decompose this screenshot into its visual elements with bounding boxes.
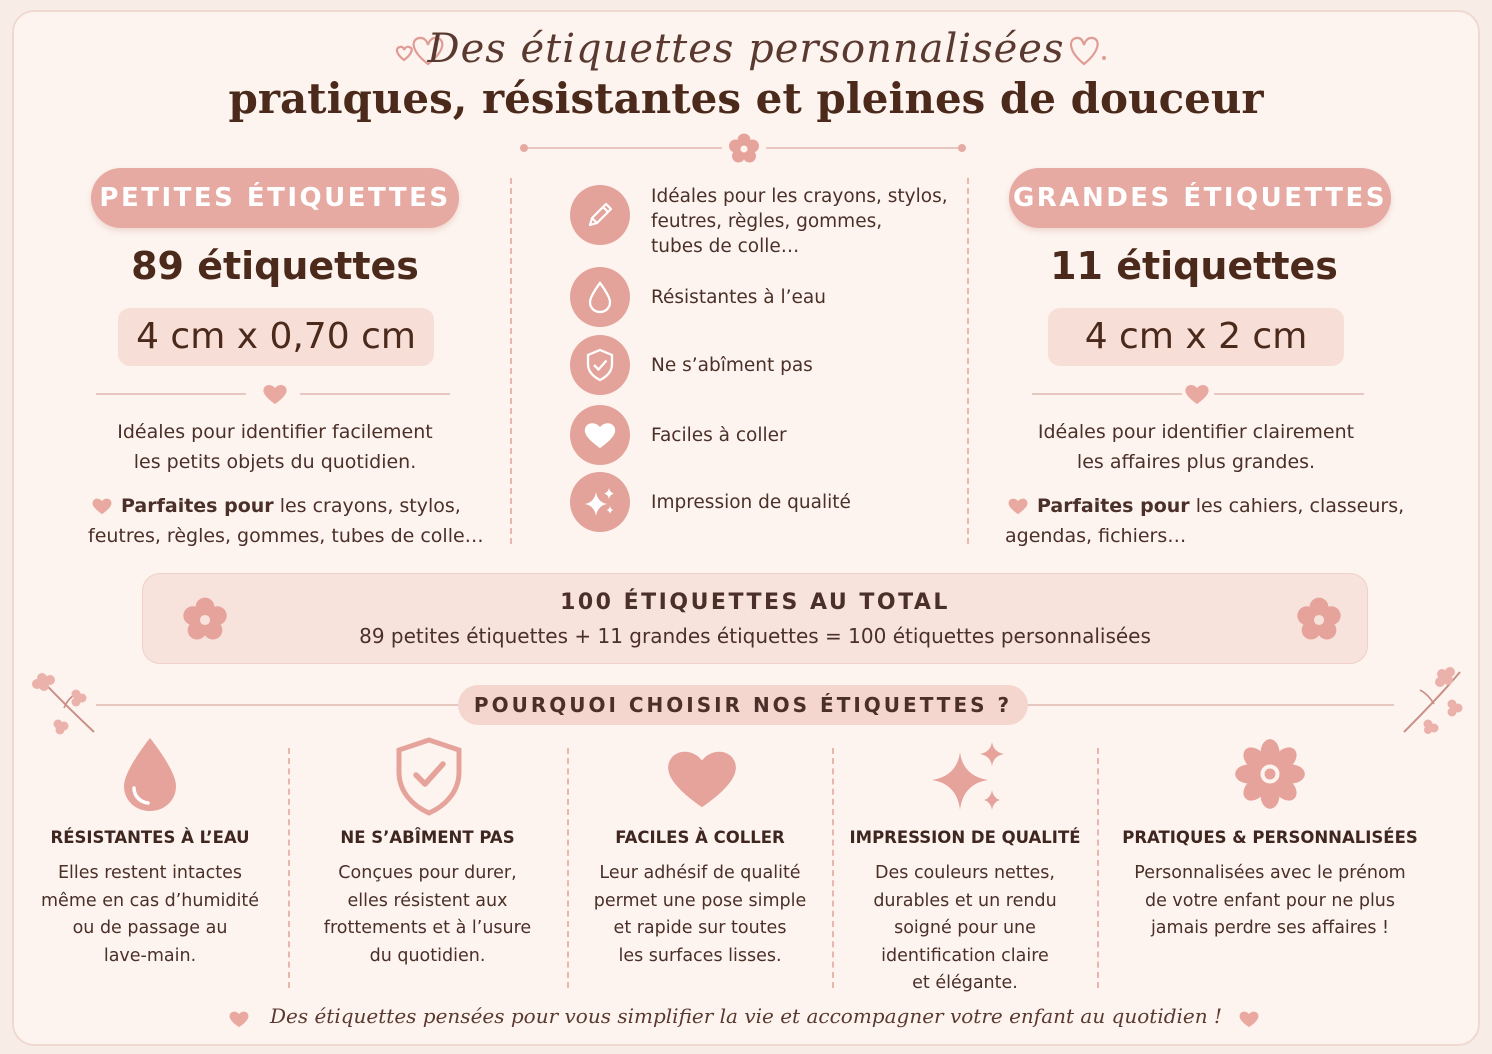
text-line: les surfaces lisses. [618,945,782,966]
text-line: Leur adhésif de qualité [599,863,801,883]
large-desc-line-2: les affaires plus grandes. [1076,451,1316,473]
text-line: même en cas d’humidité [41,890,259,911]
why-col-1-text [30,860,270,970]
large-desc-line-1: Idéales pour identifier clairement [1037,421,1355,443]
heart-bullet-icon [1007,497,1029,515]
heart-icon [664,744,740,812]
why-col-divider-4 [1097,748,1099,988]
small-labels-pill: PETITES ÉTIQUETTES [91,168,459,228]
right-divider-b [1214,393,1364,395]
why-divider-left [96,704,458,706]
large-perfect-rest: les cahiers, classeurs, [1189,495,1405,517]
total-subtitle: 89 petites étiquettes + 11 grandes étiquettes = 100 étiquettes personnalisées [359,624,1151,648]
flower-icon [1232,736,1308,812]
text-line: identification claire [881,945,1049,966]
why-divider-right [1028,704,1394,706]
left-divider-b [300,393,450,395]
flower-icon [726,131,762,167]
large-labels-description [976,417,1416,477]
feature-pencil-icon [570,185,630,245]
small-perfect-bold: Parfaites pour [121,495,274,517]
small-perfect-line-2: feutres, règles, gommes, tubes de colle… [88,525,484,547]
text-line: Des couleurs nettes, [875,863,1055,883]
right-vertical-divider [967,178,969,544]
feature-1-line-1: Idéales pour les crayons, stylos, [651,186,948,207]
feature-text-4: Faciles à coller [651,425,787,446]
total-title: 100 ÉTIQUETTES AU TOTAL [560,590,950,615]
feature-text-1 [651,184,951,259]
feature-text-3: Ne s’abîment pas [651,355,813,376]
text-line: et rapide sur toutes [613,918,787,938]
header-divider-left [522,147,722,149]
feature-1-line-2: feutres, règles, gommes, [651,211,883,232]
text-line: de votre enfant pour ne plus [1144,890,1396,911]
text-line: jamais perdre ses affaires ! [1150,918,1390,938]
small-desc-line-1: Idéales pour identifier facilement [117,421,433,443]
why-col-divider-1 [288,748,290,988]
heart-icon [583,420,617,450]
why-col-5-text [1110,860,1430,943]
feature-shield-icon [570,335,630,395]
text-line: du quotidien. [369,945,486,966]
feature-heart-icon [570,405,630,465]
why-col-1-title: RÉSISTANTES À L’EAU [50,828,250,847]
why-col-divider-2 [567,748,569,988]
water-drop-icon [118,734,182,814]
shield-check-icon [393,736,465,816]
large-labels-pill: GRANDES ÉTIQUETTES [1009,168,1391,228]
why-col-5-title: PRATIQUES & PERSONNALISÉES [1122,828,1418,847]
small-desc-line-2: les petits objets du quotidien. [133,451,417,473]
large-labels-count: 11 étiquettes [1050,244,1338,288]
header-main-title: pratiques, résistantes et pleines de douceur [228,74,1264,123]
blossom-branch-right-icon [1398,664,1470,736]
blossom-branch-left-icon [28,668,100,736]
divider-dot-right [956,142,968,154]
left-vertical-divider [510,178,512,544]
text-line: ou de passage au [72,918,228,938]
text-line: lave-main. [103,945,197,966]
feature-text-5: Impression de qualité [651,492,851,513]
sparkle-icon [582,484,618,520]
heart-icon [1184,383,1210,405]
text-line: Personnalisées avec le prénom [1134,863,1406,883]
feature-text-2: Résistantes à l’eau [651,287,826,308]
divider-dot-left [518,142,530,154]
large-perfect-line-2: agendas, fichiers… [1005,525,1187,547]
small-labels-count: 89 étiquettes [131,244,419,288]
text-line: Conçues pour durer, [338,863,517,883]
large-labels-size: 4 cm x 2 cm [1048,308,1344,366]
header-divider-right [766,147,964,149]
small-labels-description [60,417,490,477]
footer-tagline: Des étiquettes pensées pour vous simplifier la vie et accompagner votre enfant au quotidien ! [269,1004,1223,1028]
small-perfect-rest: les crayons, stylos, [273,495,461,517]
heart-bullet-icon [91,497,113,515]
text-line: durables et un rendu [873,890,1057,911]
small-perfect-line-1 [121,491,491,521]
why-choose-pill: POURQUOI CHOISIR NOS ÉTIQUETTES ? [458,685,1028,725]
large-perfect-line-1 [1037,491,1457,521]
why-col-3-title: FACILES À COLLER [615,828,785,847]
feature-1-line-3: tubes de colle… [651,236,800,257]
large-perfect-bold: Parfaites pour [1037,495,1190,517]
sparkle-icon [926,738,1010,818]
water-drop-icon [585,279,615,315]
why-col-4-title: IMPRESSION DE QUALITÉ [849,828,1081,847]
text-line: permet une pose simple [593,890,807,911]
feature-water-icon [570,267,630,327]
right-divider-a [1032,393,1182,395]
pencil-icon [583,198,617,232]
why-col-2-text [300,860,555,970]
feature-sparkle-icon [570,472,630,532]
heart-icon [262,383,288,405]
why-col-3-text [580,860,820,970]
text-line: Elles restent intactes [58,863,242,883]
text-line: et élégante. [912,973,1018,993]
header-script-title: Des étiquettes personnalisées [427,26,1065,72]
text-line: soigné pour une [894,918,1036,938]
text-line: elles résistent aux [347,890,508,911]
total-banner [142,573,1368,664]
small-labels-size: 4 cm x 0,70 cm [118,308,434,366]
why-col-divider-3 [832,748,834,988]
why-col-2-title: NE S’ABÎMENT PAS [340,828,515,847]
why-col-4-text [845,860,1085,998]
left-divider-a [96,393,246,395]
shield-check-icon [583,347,617,383]
text-line: frottements et à l’usure [323,918,532,938]
